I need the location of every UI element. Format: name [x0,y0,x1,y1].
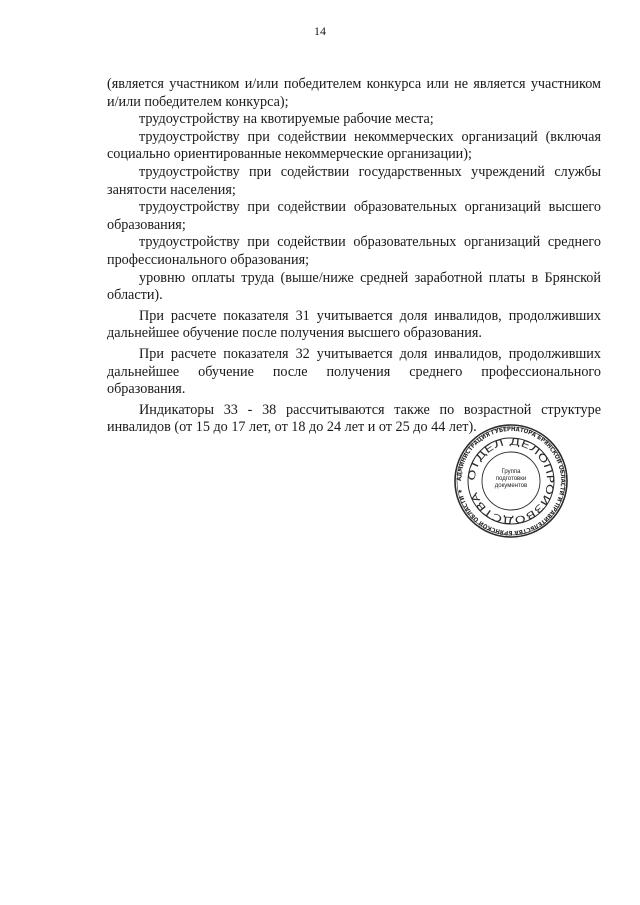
paragraph: уровню оплаты труда (выше/ниже средней заработной платы в Брянской области). [107,269,601,304]
paragraph: (является участником и/или победителем конкурса или не является участником и/или победителем конкурса); [107,76,601,110]
paragraph: трудоустройству на квотируемые рабочие места; [139,111,434,128]
paragraph: трудоустройству при содействии некоммерческих организаций (включая социально ориентированные некоммерческие организации); [107,128,601,163]
stamp-center-line: подготовки [495,476,527,482]
paragraph: трудоустройству при содействии государственных учреждений службы занятости населения; [107,163,601,198]
paragraph: При расчете показателя 32 учитывается доля инвалидов, продолживших дальнейшее обучение после получения среднего профессионального образования. [107,345,601,398]
paragraph: трудоустройству при содействии образовательных организаций высшего образования; [107,199,601,233]
page-number: 14 [314,24,326,38]
stamp-center-line: документов [494,483,528,489]
paragraph: трудоустройству при содействии образовательных организаций среднего профессионального образования; [107,234,601,268]
stamp-center-text [487,469,535,490]
stamp-inner-text: ОТДЕЛ ДЕЛОПРОИЗВОДСТВА [466,436,556,526]
document-body [107,76,601,437]
stamp-center-line: Группа [501,469,521,475]
stamp-outer-text: АДМИНИСТРАЦИЯ ГУБЕРНАТОРА БРЯНСКОЙ ОБЛАСТИ И ПРАВИТЕЛЬСТВА БРЯНСКОЙ ОБЛАСТИ ★ [455,425,567,537]
paragraph: При расчете показателя 31 учитывается доля инвалидов, продолживших дальнейшее обучение после получения высшего образования. [107,307,601,342]
official-stamp [453,423,569,539]
paragraph: Индикаторы 33 - 38 рассчитываются также по возрастной структуре инвалидов (от 15 до 17 лет, от 18 до 24 лет и от 25 до 44 лет). [107,401,601,436]
